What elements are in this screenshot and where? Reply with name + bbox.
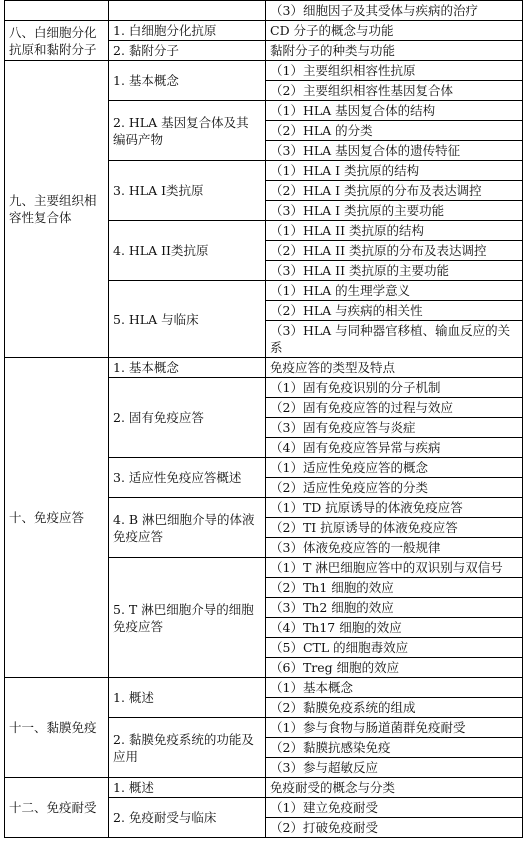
table-row bbox=[5, 778, 523, 798]
point-text: （2）HLA I 类抗原的分布及表达调控 bbox=[266, 181, 523, 201]
point-text: （2）主要组织相容性基因复合体 bbox=[266, 81, 523, 101]
point-text: CD 分子的概念与功能 bbox=[266, 21, 523, 41]
point-text: 黏附分子的种类与功能 bbox=[266, 41, 523, 61]
point-text: （2）黏膜免疫系统的组成 bbox=[266, 698, 523, 718]
element-name: 3. 适应性免疫应答概述 bbox=[109, 458, 266, 498]
table-row bbox=[5, 358, 523, 378]
point-text: （3）固有免疫应答与炎症 bbox=[266, 418, 523, 438]
point-text: （1）适应性免疫应答的概念 bbox=[266, 458, 523, 478]
point-text: （2）TI 抗原诱导的体液免疫应答 bbox=[266, 518, 523, 538]
element-name: 1. 概述 bbox=[109, 678, 266, 718]
point-text: （1）TD 抗原诱导的体液免疫应答 bbox=[266, 498, 523, 518]
point-text: （3）HLA 与同种器官移植、输血反应的关系 bbox=[266, 321, 523, 358]
table-row bbox=[5, 61, 523, 81]
table-row bbox=[5, 21, 523, 41]
point-text: （5）CTL 的细胞毒效应 bbox=[266, 638, 523, 658]
syllabus-body bbox=[5, 1, 523, 838]
point-text: （1）建立免疫耐受 bbox=[266, 798, 523, 818]
point-text: （4）固有免疫应答异常与疾病 bbox=[266, 438, 523, 458]
point-text: （2）适应性免疫应答的分类 bbox=[266, 478, 523, 498]
point-text: （1）HLA II 类抗原的结构 bbox=[266, 221, 523, 241]
element-name: 1. 基本概念 bbox=[109, 358, 266, 378]
unit-title: 十、免疫应答 bbox=[5, 358, 109, 678]
point-text: （3）HLA I 类抗原的主要功能 bbox=[266, 201, 523, 221]
point-text: （3）HLA II 类抗原的主要功能 bbox=[266, 261, 523, 281]
table-row bbox=[5, 678, 523, 698]
point-text: （2）HLA II 类抗原的分布及表达调控 bbox=[266, 241, 523, 261]
point-text: （1）T 淋巴细胞应答中的双识别与双信号 bbox=[266, 558, 523, 578]
element-name: 1. 白细胞分化抗原 bbox=[109, 21, 266, 41]
point-text: （2）Th1 细胞的效应 bbox=[266, 578, 523, 598]
element-name: 1. 基本概念 bbox=[109, 61, 266, 101]
unit-title: 十一、黏膜免疫 bbox=[5, 678, 109, 778]
unit-title: 九、主要组织相容性复合体 bbox=[5, 61, 109, 358]
element-name: 2. 固有免疫应答 bbox=[109, 378, 266, 458]
point-text: （1）主要组织相容性抗原 bbox=[266, 61, 523, 81]
unit-title: 八、白细胞分化抗原和黏附分子 bbox=[5, 21, 109, 61]
point-text: 免疫耐受的概念与分类 bbox=[266, 778, 523, 798]
point-text: （2）固有免疫应答的过程与效应 bbox=[266, 398, 523, 418]
unit-title bbox=[5, 1, 109, 21]
element-name: 2. 免疫耐受与临床 bbox=[109, 798, 266, 838]
element-name bbox=[109, 1, 266, 21]
element-name: 3. HLA I类抗原 bbox=[109, 161, 266, 221]
point-text: （1）HLA I 类抗原的结构 bbox=[266, 161, 523, 181]
point-text: （1）参与食物与肠道菌群免疫耐受 bbox=[266, 718, 523, 738]
unit-title: 十二、免疫耐受 bbox=[5, 778, 109, 838]
point-text: （4）Th17 细胞的效应 bbox=[266, 618, 523, 638]
table-row bbox=[5, 1, 523, 21]
element-name: 2. 黏附分子 bbox=[109, 41, 266, 61]
element-name: 4. B 淋巴细胞介导的体液免疫应答 bbox=[109, 498, 266, 558]
point-text: （2）黏膜抗感染免疫 bbox=[266, 738, 523, 758]
point-text: （3）体液免疫应答的一般规律 bbox=[266, 538, 523, 558]
point-text: （3）HLA 基因复合体的遗传特征 bbox=[266, 141, 523, 161]
point-text: （2）打破免疫耐受 bbox=[266, 818, 523, 838]
point-text: （3）细胞因子及其受体与疾病的治疗 bbox=[266, 1, 523, 21]
point-text: （2）HLA 与疾病的相关性 bbox=[266, 301, 523, 321]
point-text: （6）Treg 细胞的效应 bbox=[266, 658, 523, 678]
point-text: （1）固有免疫识别的分子机制 bbox=[266, 378, 523, 398]
element-name: 1. 概述 bbox=[109, 778, 266, 798]
point-text: （3）Th2 细胞的效应 bbox=[266, 598, 523, 618]
element-name: 5. T 淋巴细胞介导的细胞免疫应答 bbox=[109, 558, 266, 678]
element-name: 2. 黏膜免疫系统的功能及应用 bbox=[109, 718, 266, 778]
point-text: （2）HLA 的分类 bbox=[266, 121, 523, 141]
syllabus-table bbox=[4, 0, 523, 838]
point-text: （1）HLA 基因复合体的结构 bbox=[266, 101, 523, 121]
point-text: 免疫应答的类型及特点 bbox=[266, 358, 523, 378]
point-text: （1）HLA 的生理学意义 bbox=[266, 281, 523, 301]
point-text: （3）参与超敏反应 bbox=[266, 758, 523, 778]
point-text: （1）基本概念 bbox=[266, 678, 523, 698]
element-name: 2. HLA 基因复合体及其编码产物 bbox=[109, 101, 266, 161]
element-name: 5. HLA 与临床 bbox=[109, 281, 266, 358]
element-name: 4. HLA II类抗原 bbox=[109, 221, 266, 281]
